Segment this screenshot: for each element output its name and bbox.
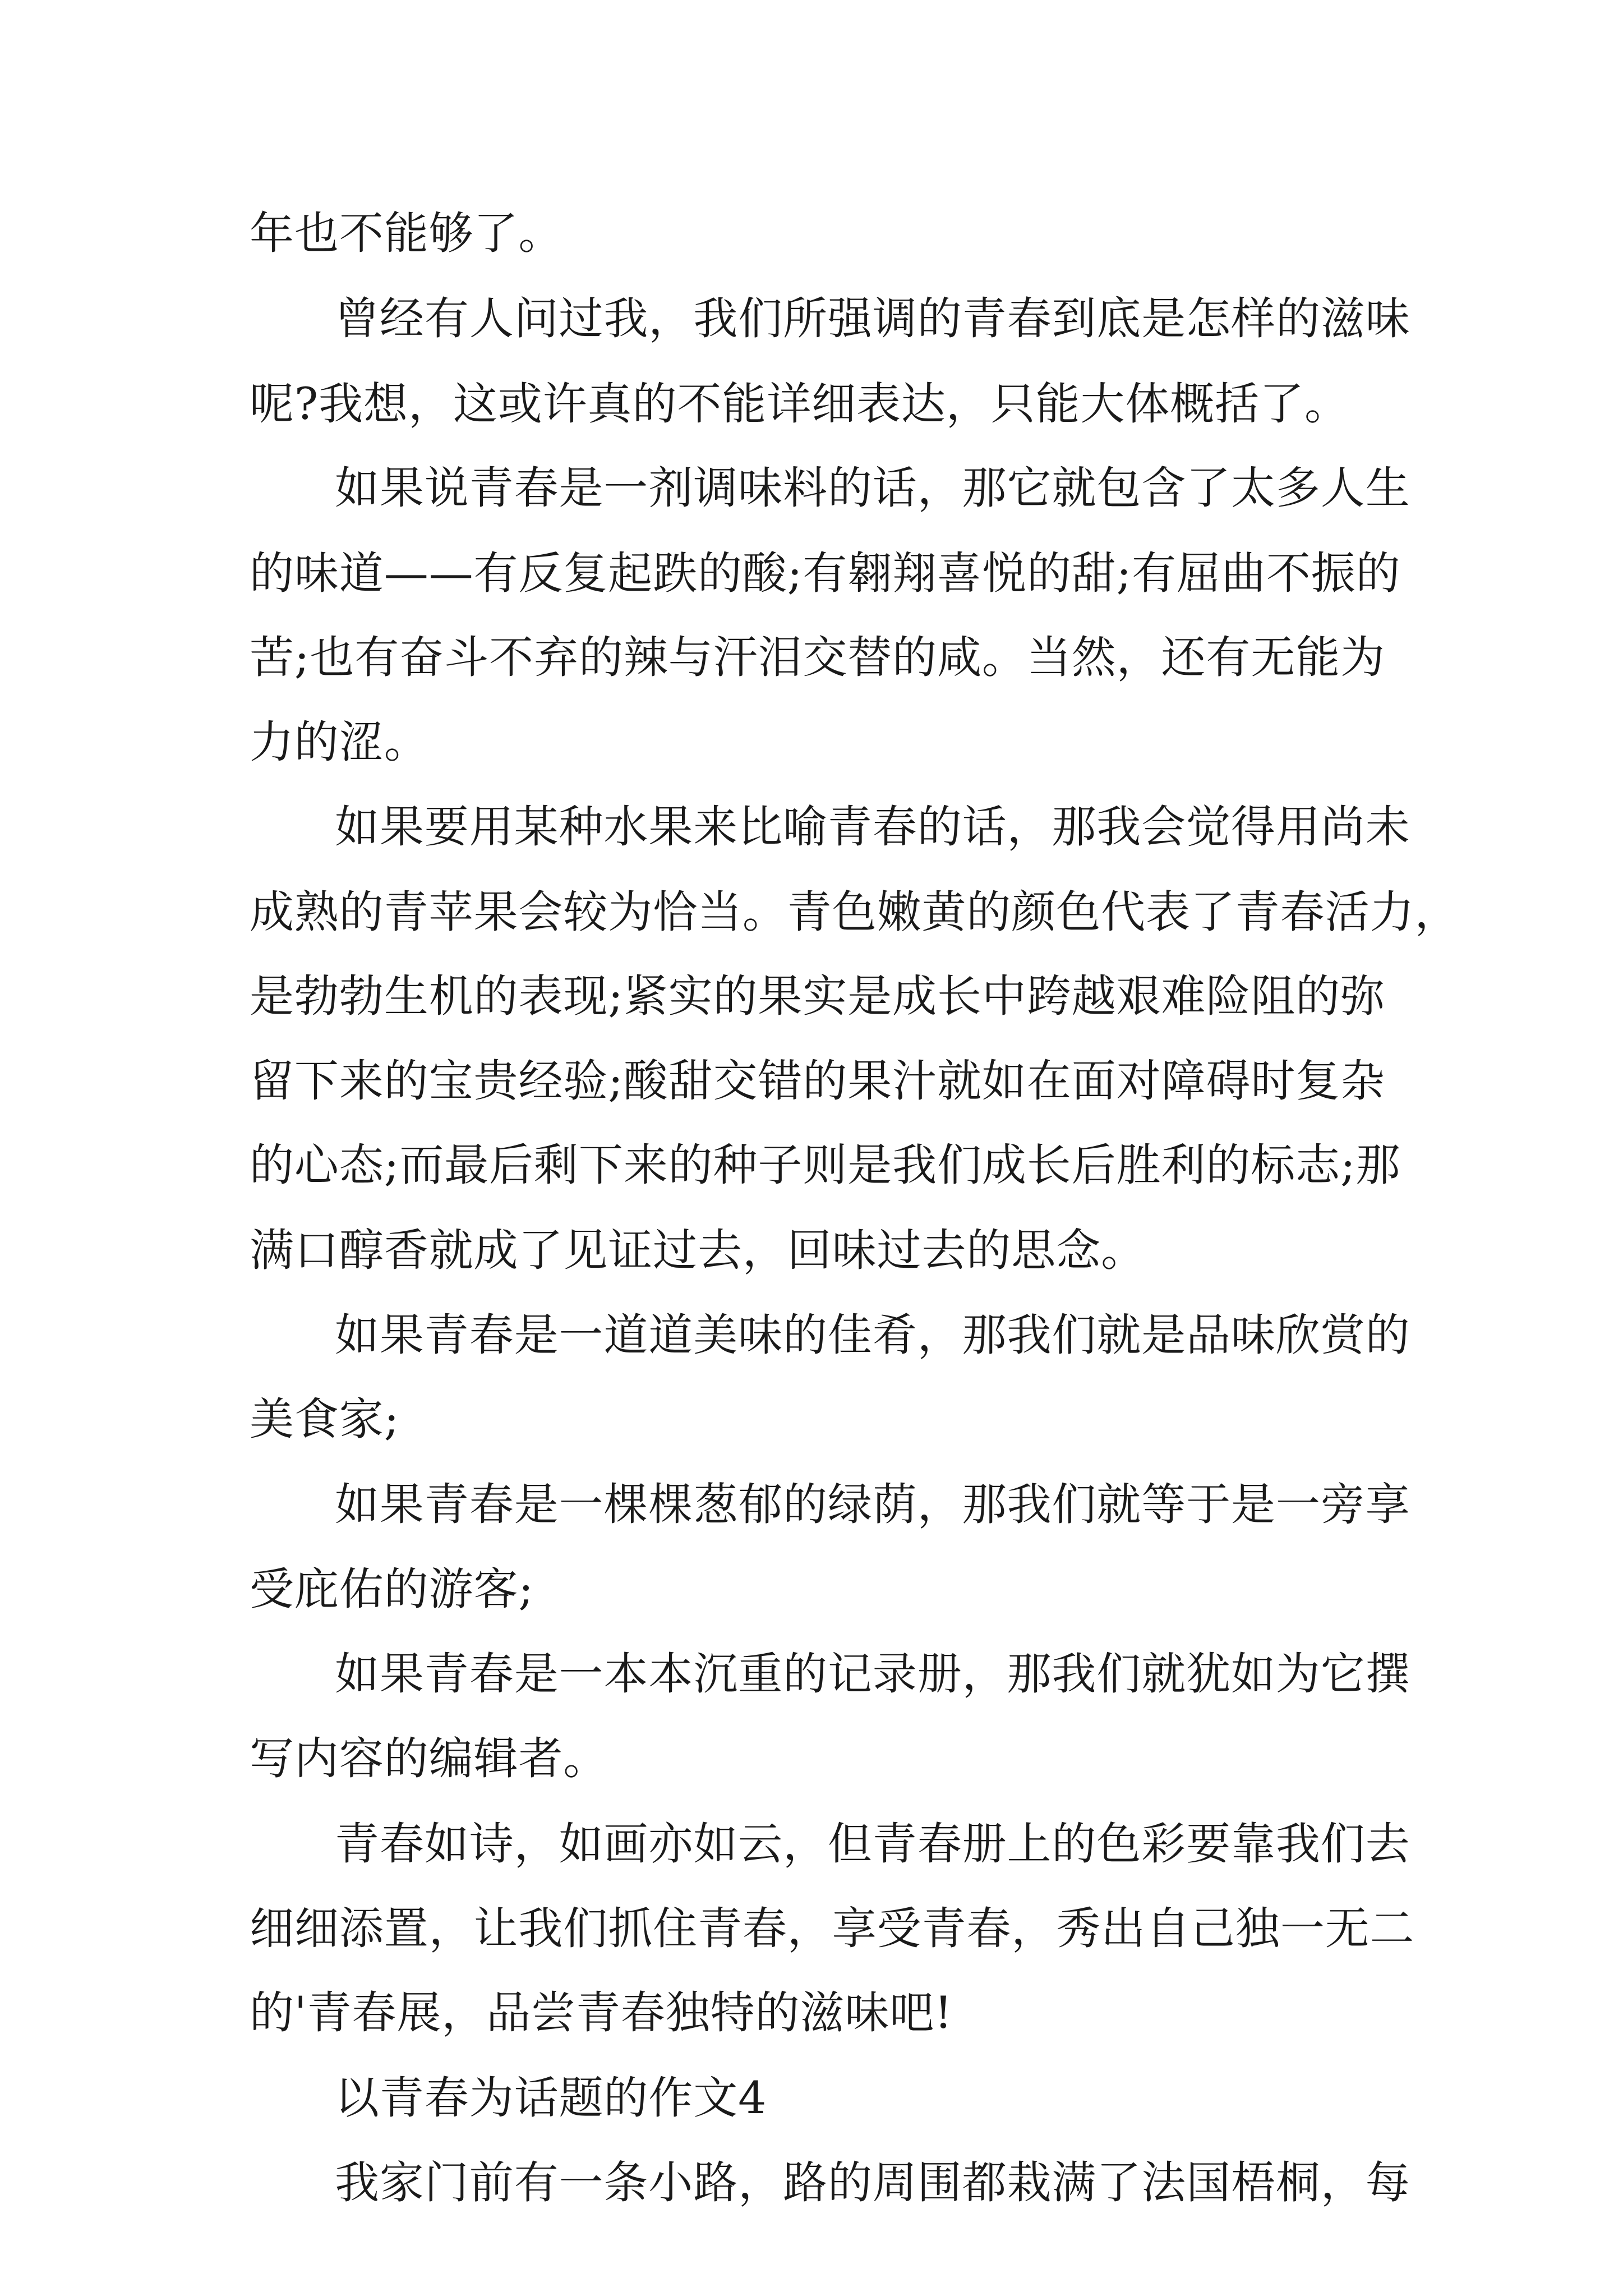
text-line: 如果说青春是一剂调味料的话，那它就包含了太多人生: [335, 462, 1410, 514]
text-line: 呢?我想，这或许真的不能详细表达，只能大体概括了。: [250, 378, 1349, 430]
text-line: 苦;也有奋斗不弃的辣与汗泪交替的咸。当然，还有无能为: [250, 632, 1386, 683]
text-line: 的味道——有反复起跌的酸;有翱翔喜悦的甜;有屈曲不振的: [250, 547, 1401, 599]
text-line: 曾经有人问过我，我们所强调的青春到底是怎样的滋味: [335, 293, 1410, 344]
text-line: 的'青春展，品尝青春独特的滋味吧!: [250, 1987, 953, 2039]
text-line: 留下来的宝贵经验;酸甜交错的果汁就如在面对障碍时复杂: [250, 1055, 1386, 1107]
text-line: 满口醇香就成了见证过去，回味过去的思念。: [250, 1225, 1146, 1276]
text-line: 如果青春是一道道美味的佳肴，那我们就是品味欣赏的: [335, 1309, 1410, 1361]
text-line: 细细添置，让我们抓住青春，享受青春，秀出自己独一无二: [250, 1903, 1415, 1954]
text-line: 受庇佑的游客;: [250, 1563, 534, 1615]
text-line: 写内容的编辑者。: [250, 1733, 608, 1784]
text-line: 成熟的青苹果会较为恰当。青色嫩黄的颜色代表了青春活力，: [250, 886, 1460, 938]
text-line: 我家门前有一条小路，路的周围都栽满了法国梧桐，每: [335, 2157, 1410, 2208]
text-line: 年也不能够了。: [250, 208, 564, 259]
text-line: 如果青春是一本本沉重的记录册，那我们就犹如为它撰: [335, 1648, 1410, 1700]
text-line: 是勃勃生机的表现;紧实的果实是成长中跨越艰难险阻的弥: [250, 970, 1386, 1022]
text-line: 如果要用某种水果来比喻青春的话，那我会觉得用尚未: [335, 801, 1410, 853]
text-line: 的心态;而最后剩下来的种子则是我们成长后胜利的标志;那: [250, 1139, 1401, 1191]
text-line: 青春如诗，如画亦如云，但青春册上的色彩要靠我们去: [335, 1818, 1410, 1870]
text-line: 力的涩。: [250, 716, 429, 768]
section-heading: 以青春为话题的作文4: [335, 2072, 767, 2124]
text-line: 美食家;: [250, 1393, 400, 1445]
text-line: 如果青春是一棵棵葱郁的绿荫，那我们就等于是一旁享: [335, 1479, 1410, 1530]
